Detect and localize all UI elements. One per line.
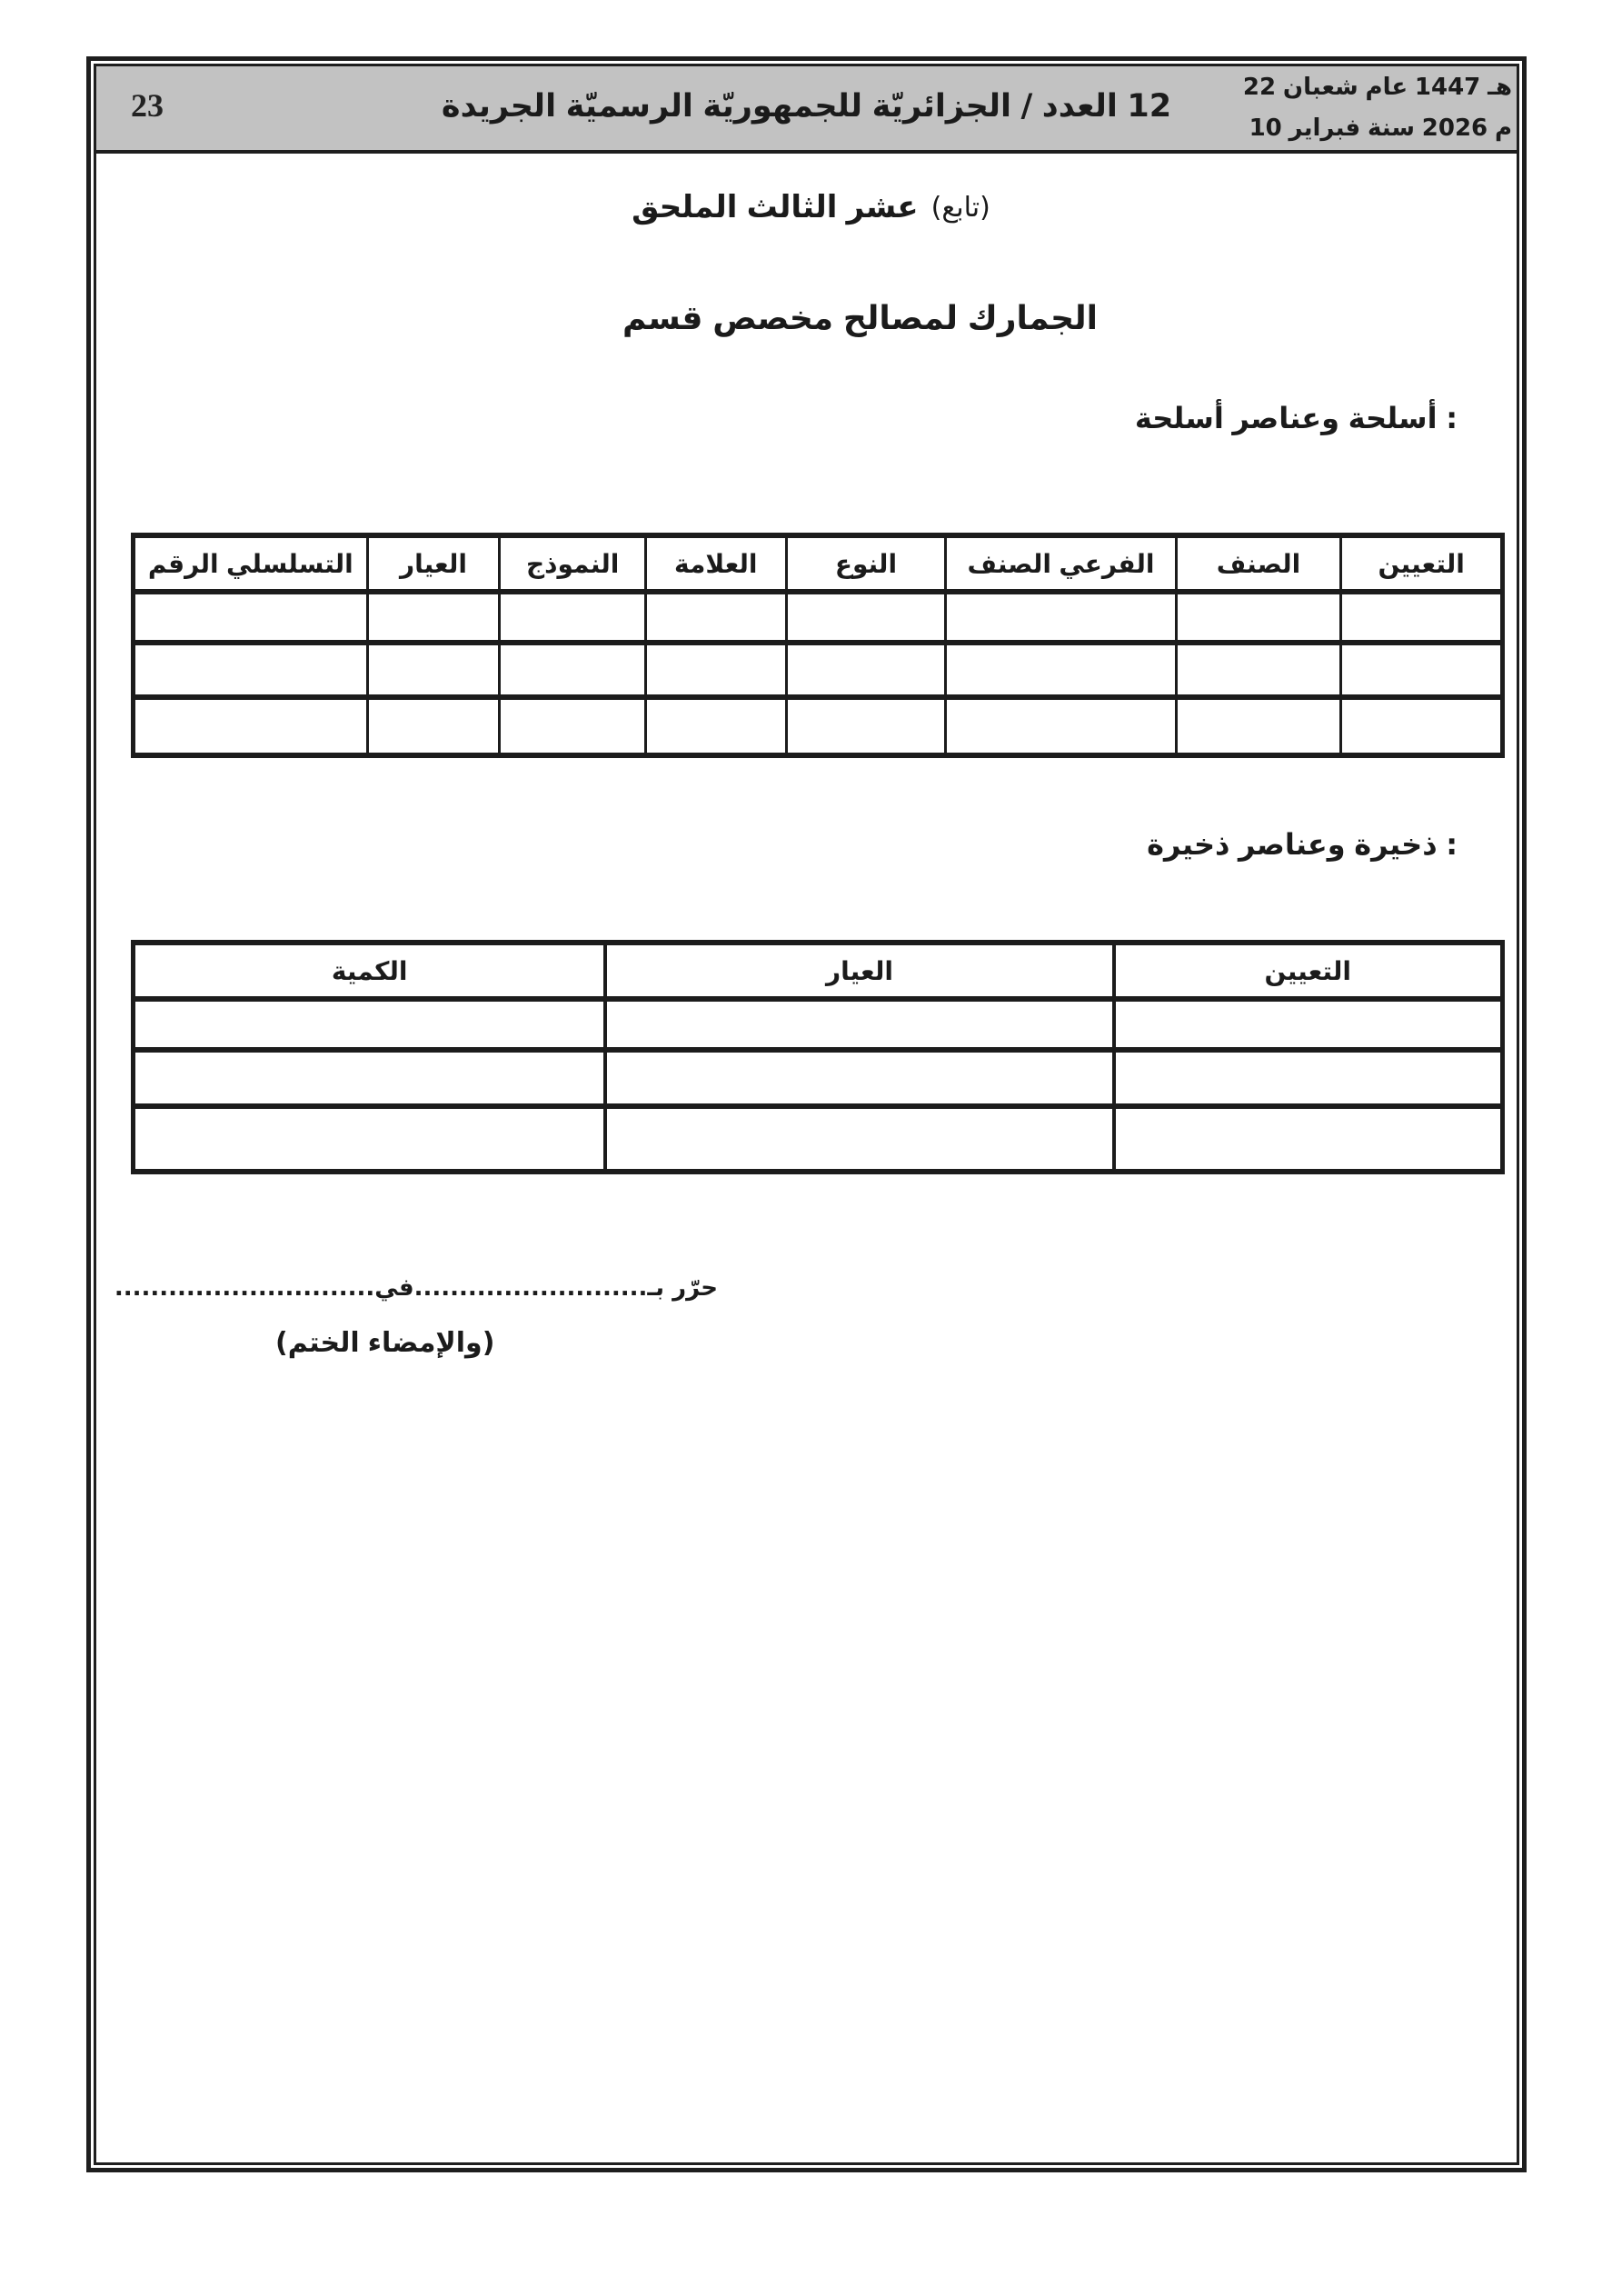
weapons-header-type-label: النوع [834, 548, 898, 579]
header-band [96, 66, 1517, 154]
table-cell [134, 592, 368, 643]
table-cell [786, 592, 946, 643]
table-cell [367, 592, 500, 643]
weapons-header-serial-number-label: الرقم التسلسلي [147, 548, 353, 579]
hijri-date: 22 شعبان عام 1447 هـ [1242, 74, 1512, 101]
weapons-header-category-label: الصنف [1216, 548, 1301, 579]
weapons-header-subcategory [946, 535, 1176, 592]
annex-title: الملحق الثالث عشر [632, 189, 919, 225]
table-cell [946, 592, 1176, 643]
annex-title-row [0, 189, 1622, 225]
weapons-header-brand [645, 535, 786, 592]
weapons-header-category [1176, 535, 1341, 592]
table-cell [946, 697, 1176, 755]
table-cell [367, 697, 500, 755]
table-cell [1341, 697, 1503, 755]
annex-continuation-note: (تابع) [930, 191, 990, 224]
weapons-header-type [786, 535, 946, 592]
table-cell [134, 643, 368, 697]
ammunition-header-row [134, 943, 1503, 999]
table-cell [1176, 592, 1341, 643]
weapons-header-brand-label: العلامة [674, 548, 758, 579]
weapons-header-designation [1341, 535, 1503, 592]
ammunition-table [131, 940, 1505, 1174]
weapons-header-caliber [367, 535, 500, 592]
table-cell [134, 697, 368, 755]
table-cell [645, 592, 786, 643]
ammunition-table-row [134, 999, 1503, 1050]
weapons-heading: أسلحة وعناصر أسلحة : [1134, 401, 1458, 435]
stamp-note: (الختم والإمضاء) [275, 1327, 495, 1359]
weapons-table-row [134, 643, 1503, 697]
table-cell [500, 697, 646, 755]
weapons-table [131, 533, 1505, 758]
table-cell [1341, 592, 1503, 643]
table-cell [1114, 1050, 1503, 1106]
ammunition-header-designation-label: التعيين [1264, 955, 1351, 986]
ammunition-table-row [134, 1106, 1503, 1172]
table-cell [500, 643, 646, 697]
table-cell [500, 592, 646, 643]
section-title: قسم مخصص لمصالح الجمارك [622, 300, 1098, 337]
table-cell [946, 643, 1176, 697]
journal-title: الجريدة الرسميّة للجمهوريّة الجزائريّة / العدد 12 [441, 88, 1172, 125]
table-cell [605, 1106, 1113, 1172]
gregorian-date: 10 فبراير سنة 2026 م [1249, 115, 1512, 142]
table-cell [645, 643, 786, 697]
table-cell [134, 1050, 606, 1106]
table-cell [605, 1050, 1113, 1106]
ammunition-header-caliber-label: العيار [825, 955, 893, 986]
dates-block [1243, 67, 1512, 149]
signature-line: حرّر بـ..........................في............................. [114, 1274, 718, 1302]
table-cell [605, 999, 1113, 1050]
weapons-header-model-label: النموذج [525, 548, 620, 579]
table-cell [1176, 697, 1341, 755]
weapons-header-serial-number [134, 535, 368, 592]
ammunition-header-caliber [605, 943, 1113, 999]
table-cell [134, 1106, 606, 1172]
weapons-header-model [500, 535, 646, 592]
table-cell [786, 697, 946, 755]
weapons-table-row [134, 697, 1503, 755]
weapons-table-row [134, 592, 1503, 643]
table-cell [1114, 1106, 1503, 1172]
ammunition-header-quantity [134, 943, 606, 999]
table-cell [645, 697, 786, 755]
weapons-header-caliber-label: العيار [399, 548, 467, 579]
table-cell [367, 643, 500, 697]
ammunition-heading: ذخيرة وعناصر ذخيرة : [1147, 827, 1458, 862]
weapons-header-subcategory-label: الصنف الفرعي [967, 548, 1155, 579]
ammunition-header-designation [1114, 943, 1503, 999]
table-cell [1341, 643, 1503, 697]
weapons-header-designation-label: التعيين [1378, 548, 1465, 579]
page-number: 23 [131, 87, 164, 124]
table-cell [786, 643, 946, 697]
weapons-header-row [134, 535, 1503, 592]
table-cell [1176, 643, 1341, 697]
ammunition-table-row [134, 1050, 1503, 1106]
table-cell [134, 999, 606, 1050]
ammunition-header-quantity-label: الكمية [331, 955, 408, 986]
table-cell [1114, 999, 1503, 1050]
